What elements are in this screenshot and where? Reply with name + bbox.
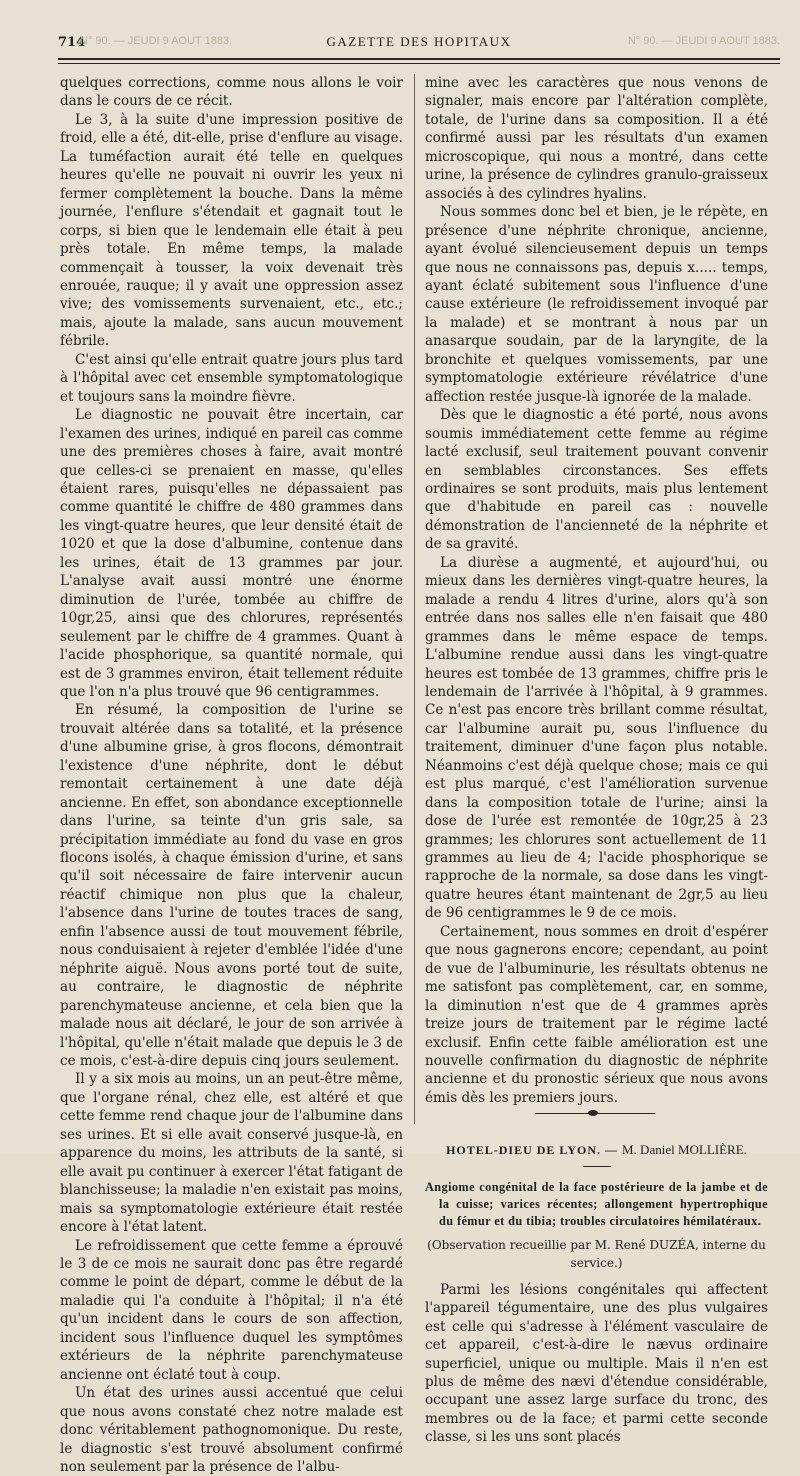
journal-title: GAZETTE DES HOPITAUX — [326, 34, 512, 49]
short-rule — [583, 1166, 611, 1167]
section-ornament — [425, 1107, 768, 1141]
paragraph: Un état des urines aussi accentué que celui que nous avons constaté chez notre malade est donc véritablement pathognomonique. Du reste, le diagnostic s'est trouvé absolument confirmé non seulement par la présence de l'albu- — [60, 1385, 403, 1475]
showthrough-text-left: N° 90. — JEUDI 9 AOUT 1883. — [80, 35, 233, 47]
paragraph: Le 3, à la suite d'une impression positive de froid, elle a été, dit-elle, prise d'enflure au visage. La tuméfaction aurait été telle en quelques heures qu'elle ne pouvait ni ouvrir les yeux ni fermer complètement la bouche. Dans la même journée, l'enflure s'étendait et gagnait tout le corps, si bien que le lendemain elle était à peu près totale. En même temps, la malade commençait à tousser, la voix devenait très enrouée, rauque; il y avait une oppression assez vive; des vomissements survenaient, etc., etc.; mais, ajoute la malade, sans aucun mouvement fébrile. — [60, 111, 403, 350]
header-rule-thin — [58, 63, 780, 64]
paragraph: Dès que le diagnostic a été porté, nous avons soumis immédiatement cette femme au régime lacté exclusif, seul traitement pouvant convenir en semblables circonstances. Ses effets ordinaires se sont produits, mais plus lentement que d'habitude en pareil cas : nouvelle démonstration de l'ancienneté de la néphrite et de sa gravité. — [425, 407, 768, 553]
observation-note: (Observation recueillie par M. René DUZÉA, interne du service.) — [427, 1237, 766, 1271]
paragraph: Nous sommes donc bel et bien, je le répète, en présence d'une néphrite chronique, ancienne, ayant évolué silencieusement depuis un temps que nous ne connaissons pas, depuis x..... temps, ayant éclaté subitement sous l'influence d'une cause extérieure (le refroidissement invoqué par la malade) et se montrant à nous par un anasarque soudain, par de la laryngite, de la bronchite et quelques vomissements, par une symptomatologie extérieure révélatrice d'une affection restée jusque-là ignorée de la malade. — [425, 204, 768, 405]
paragraph: Parmi les lésions congénitales qui affectent l'appareil tégumentaire, une des plus vulgaires est celle qui s'adresse à l'élément vasculaire de cet appareil, c'est-à-dire le nævus ordinaire superficiel, unique ou multiple. Mais il n'en est plus de même des nævi d'étendue considérable, occupant une assez large surface du tronc, des membres ou de la face; et parmi cette seconde classe, si les uns sont placés — [425, 1281, 768, 1446]
paragraph: quelques corrections, comme nous allons le voir dans le cours de ce récit. — [60, 75, 403, 110]
header-rule-thick — [58, 58, 780, 60]
paragraph: En résumé, la composition de l'urine se trouvait altérée dans sa totalité, et la présence d'une albumine grise, à gros flocons, démontrait l'existence d'une néphrite, dont le début remontait certainement à une date déjà ancienne. En effet, son abondance exceptionnelle dans l'urine, sa teinte d'un gris sale, sa précipitation immédiate au fond du vase en gros flocons isolés, à chaque émission d'urine, et sans qu'il soit nécessaire de faire intervenir aucun réactif chimique non plus que la chaleur, l'absence dans l'urine de toutes traces de sang, enfin l'absence aussi de tout mouvement fébrile, nous conduisaient à rejeter d'emblée l'idée d'une néphrite aiguë. Nous avons porté tout de suite, au contraire, le diagnostic de néphrite parenchymateuse ancienne, et cela bien que la malade nous ait déclaré, le jour de son arrivée à l'hôpital, qu'elle n'était malade que depuis le 3 de ce mois, c'est-à-dire depuis cinq jours seulement. — [60, 702, 403, 1070]
paragraph: Certainement, nous sommes en droit d'espérer que nous gagnerons encore; cependant, au point de vue de l'albuminurie, les résultats obtenus ne me satisfont pas complètement, car, en somme, la diminution n'est que de 4 grammes après treize jours de traitement par le régime lacté exclusif. Enfin cette faible amélioration est une nouvelle confirmation du diagnostic de néphrite ancienne et du pronostic sérieux que nous avons émis dès les premiers jours. — [425, 923, 768, 1106]
section-title: HOTEL-DIEU DE LYON. — — [446, 1143, 618, 1158]
paragraph: Le diagnostic ne pouvait être incertain, car l'examen des urines, indiqué en pareil cas comme une des premières choses à faire, avait montré que celles-ci se prenaient en masse, qu'elles étaient rares, puisqu'elles ne dépassaient pas comme quantité le chiffre de 480 grammes dans les vingt-quatre heures, que leur densité était de 1020 et que la dose d'albumine, contenue dans les urines, était de 13 grammes par jour. L'analyse avait aussi montré une énorme diminution de l'urée, tombée au chiffre de 10gr,25, ainsi que des chlorures, représentés seulement par le chiffre de 4 grammes. Quant à l'acide phosphorique, sa quantité normale, qui est de 3 grammes environ, était tellement réduite que l'on n'a plus trouvé que 96 centigrammes. — [60, 407, 403, 700]
showthrough-text-right: N° 90. — JEUDI 9 AOUT 1883. — [627, 35, 780, 47]
paragraph: Le refroidissement que cette femme a éprouvé le 3 de ce mois ne saurait donc pas être regardé comme le point de départ, comme le début de la maladie qui l'a conduite à l'hôpital; il n'a été qu'un incident dans le cours de son affection, incident sous l'influence duquel les symptômes extérieurs de la néphrite parenchymateuse ancienne ont éclaté tout à coup. — [60, 1237, 403, 1383]
column-divider — [414, 74, 415, 1124]
paragraph: La diurèse a augmenté, et aujourd'hui, ou mieux dans les dernières vingt-quatre heures, la malade a rendu 4 litres d'urine, alors qu'à son entrée dans nos salles elle n'en faisait que 480 grammes dans le même espace de temps. L'albumine rendue aussi dans les vingt-quatre heures est tombée de 13 grammes, chiffre pris le lendemain de l'arrivée à l'hôpital, à 9 grammes. Ce n'est pas encore très brillant comme résultat, car l'albumine aurait pu, sous l'influence du traitement, diminuer d'une façon plus notable. Néanmoins c'est déjà quelque chose; mais ce qui est plus marqué, c'est l'amélioration survenue dans la composition totale de l'urine; ainsi la dose de l'urée est remontée de 10gr,25 à 23 grammes; les chlorures sont actuellement de 11 grammes au lieu de 4; l'acide phosphorique se rapproche de la normale, sa dose dans les vingt-quatre heures étant maintenant de 2gr,5 au lieu de 96 centigrammes le 9 de ce mois. — [425, 554, 768, 922]
section-heading — [425, 1141, 768, 1159]
paragraph: C'est ainsi qu'elle entrait quatre jours plus tard à l'hôpital avec cet ensemble symptomatologique et toujours sans la moindre fièvre. — [60, 351, 403, 405]
left-column — [60, 74, 403, 1476]
ornament-mark — [588, 1110, 598, 1116]
right-column — [425, 74, 768, 1447]
article-title: Angiome congénital de la face postérieure de la jambe et de la cuisse; varices récentes; allongement hypertrophique du fémur et du tibia; troubles circulatoires hémilatéraux. — [425, 1179, 768, 1228]
page-number: 714 — [58, 35, 86, 50]
paragraph: Il y a six mois au moins, un an peut-être même, que l'organe rénal, chez elle, est altéré et que cette femme rend chaque jour de l'albumine dans ses urines. Et si elle avait conservé jusque-là, en apparence du moins, les attributs de la santé, si elle avait pu continuer à exercer l'état fatigant de blanchisseuse; la maladie n'en existait pas moins, mais sa symptomatologie extérieure était restée encore à l'état latent. — [60, 1071, 403, 1236]
page-header — [58, 34, 780, 52]
paragraph: mine avec les caractères que nous venons de signaler, mais encore par l'altération complète, totale, de l'urine dans sa composition. Il a été confirmé aussi par les résultats d'un examen microscopique, qui nous a montré, dans cette urine, la présence de cylindres granulo-graisseux associés à des cylindres hyalins. — [425, 75, 768, 202]
section-author: M. Daniel MOLLIÈRE. — [622, 1142, 747, 1158]
